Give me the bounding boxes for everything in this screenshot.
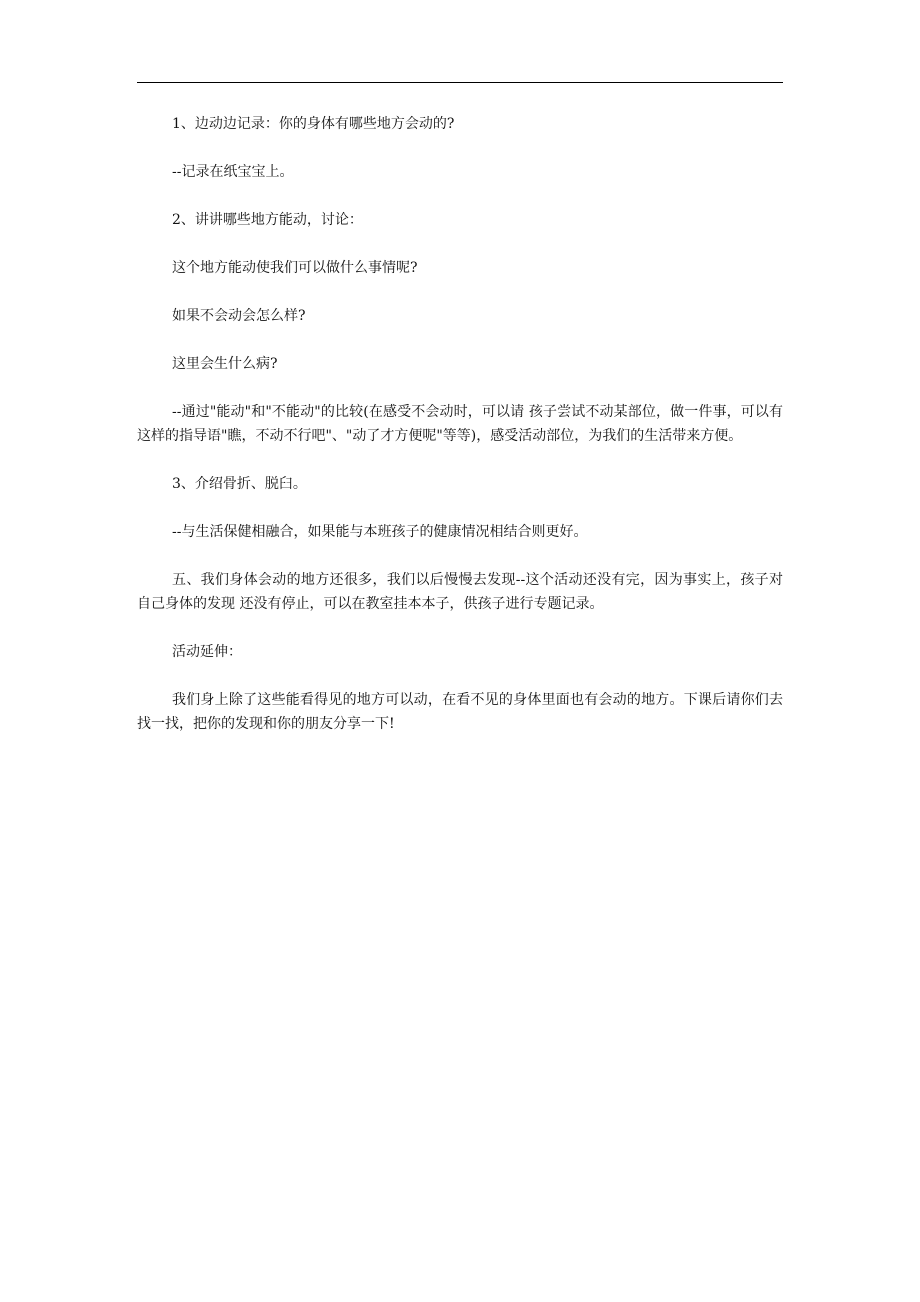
paragraph-extension-heading: 活动延伸： [172,644,242,660]
paragraph-step-3: 3、介绍骨折、脱臼。 [172,476,307,492]
document-body [137,112,783,760]
paragraph-step-2: 2、讲讲哪些地方能动，讨论： [172,212,363,228]
paragraph-question-2: 如果不会动会怎么样? [172,308,306,324]
paragraph-health-note: --与生活保健相融合，如果能与本班孩子的健康情况相结合则更好。 [172,524,588,540]
paragraph-question-1: 这个地方能动使我们可以做什么事情呢? [172,260,418,276]
paragraph-question-3: 这里会生什么病? [172,356,278,372]
paragraph-comparison-note: --通过"能动"和"不能动"的比较(在感受不会动时，可以请 孩子尝试不动某部位，做一件事，可以有这样的指导语"瞧，不动不行吧"、"动了才方便呢"等等)，感受活动部位，为我们的生活带来方便。 [137,404,783,444]
paragraph-section-5: 五、我们身体会动的地方还很多，我们以后慢慢去发现--这个活动还没有完，因为事实上，孩子对自己身体的发现 还没有停止，可以在教室挂本本子，供孩子进行专题记录。 [137,572,783,612]
paragraph-step-1: 1、边动边记录：你的身体有哪些地方会动的? [172,116,455,132]
paragraph-extension-body: 我们身上除了这些能看得见的地方可以动，在看不见的身体里面也有会动的地方。下课后请你们去找一找，把你的发现和你的朋友分享一下! [137,692,783,732]
paragraph-record-note: --记录在纸宝宝上。 [172,164,294,180]
header-rule [137,82,783,83]
